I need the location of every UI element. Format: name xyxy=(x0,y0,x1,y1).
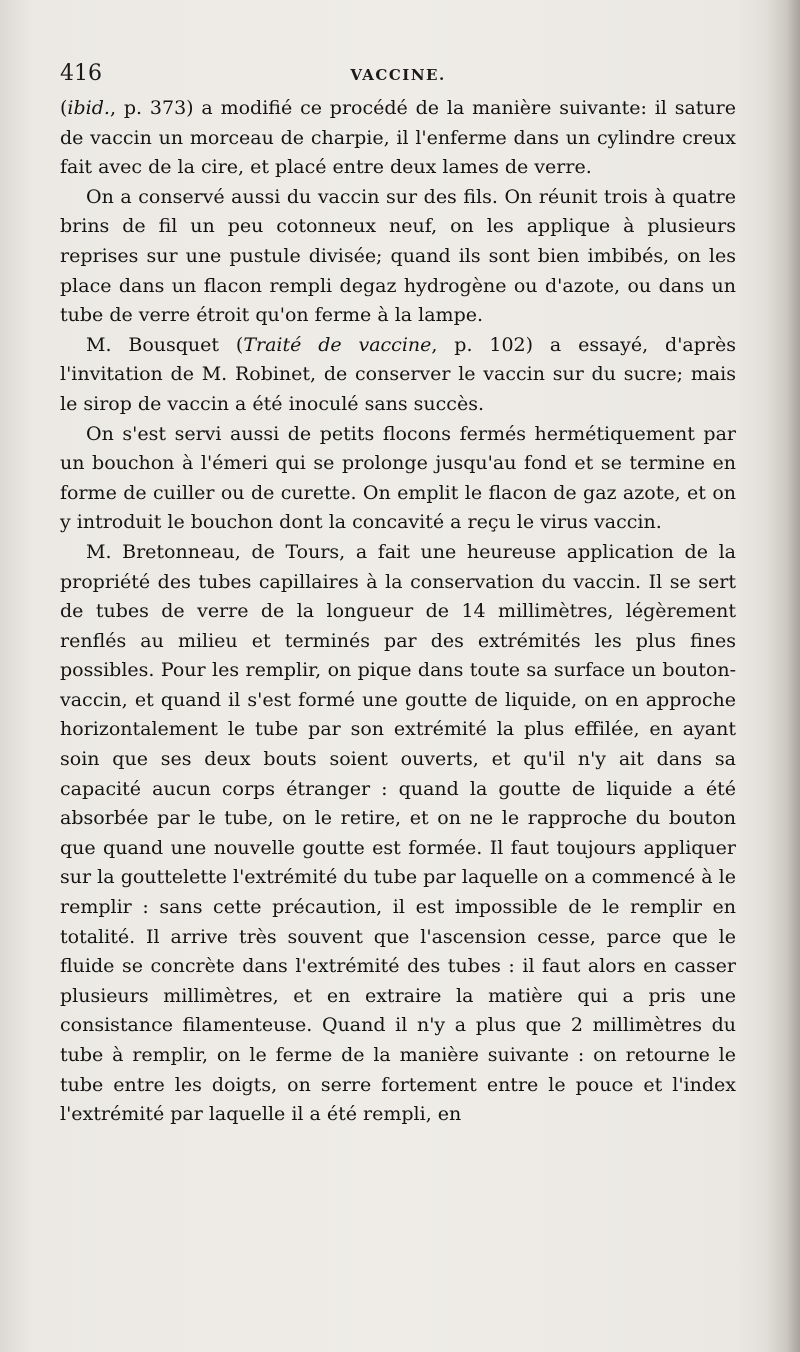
page-number: 416 xyxy=(60,61,102,86)
paragraph-2 xyxy=(60,183,736,331)
text-segment: M. Bousquet ( xyxy=(86,333,244,356)
page-header xyxy=(60,58,736,90)
text-segment: On a conservé aussi du vaccin sur des fils. On réunit trois à quatre brins de fil un peu cotonneux neuf, on les applique à plusieurs reprises sur une pustule divisée; quand ils sont bien imbibés, on les place dans un flacon rempli degaz hydrogène ou d'azote, ou dans un tube de verre étroit qu'on ferme à la lampe. xyxy=(60,185,736,327)
paragraph-3 xyxy=(60,331,736,420)
paragraph-5 xyxy=(60,538,736,1130)
text-segment: ( xyxy=(60,97,68,119)
page-gutter-shadow xyxy=(766,0,800,1352)
paragraph-4 xyxy=(60,420,736,538)
text-segment: M. Bretonneau, de Tours, a fait une heureuse application de la propriété des tubes capillaires à la conservation du vaccin. Il se sert de tubes de verre de la longueur de 14 millimètres, légèrement renflés au milieu et terminés par des extrémités les plus fines possibles. Pour les remplir, on pique dans toute sa surface un bouton-vaccin, et quand il s'est formé une goutte de liquide, on en approche horizontalement le tube par son extrémité la plus effilée, en ayant soin que ses deux bouts soient ouverts, et qu'il n'y ait dans sa capacité aucun corps étranger : quand la goutte de liquide a été absorbée par le tube, on le retire, et on ne le rapproche du bouton que quand une nouvelle goutte est formée. Il faut toujours appliquer sur la gouttelette l'extrémité du tube par laquelle on a commencé à le remplir : sans cette précaution, il est impossible de le remplir en totalité. Il arrive très souvent que l'ascension cesse, parce que le fluide se concrète dans l'extrémité des tubes : il faut alors en casser plusieurs millimètres, et en extraire la matière qui a pris une consistance filamenteuse. Quand il n'y a plus que 2 millimètres du tube à remplir, on le ferme de la manière suivante : on retourne le tube entre les doigts, on serre fortement entre le pouce et l'index l'extrémité par laquelle il a été rempli, en xyxy=(60,540,736,1126)
text-segment: On s'est servi aussi de petits flocons fermés hermétiquement par un bouchon à l'émeri qui se prolonge jusqu'au fond et se termine en forme de cuiller ou de curette. On emplit le flacon de gaz azote, et on y introduit le bouchon dont la concavité a reçu le virus vaccin. xyxy=(60,422,736,534)
italic-title: Traité de vaccine xyxy=(243,333,432,356)
paragraph-1 xyxy=(60,94,736,183)
text-segment: , p. 102) a essayé, d'après l'invitation de M. Robinet, de conserver le vaccin sur du sucre; mais le sirop de vaccin a été inoculé sans succès. xyxy=(60,333,736,415)
text-segment: , p. 373) a modifié ce procédé de la manière suivante: il sature de vaccin un morceau de charpie, il l'enferme dans un cylindre creux fait avec de la cire, et placé entre deux lames de verre. xyxy=(60,97,736,179)
body-text xyxy=(60,94,736,1130)
italic-reference: ibid. xyxy=(67,97,110,119)
running-head: VACCINE. xyxy=(350,66,446,84)
